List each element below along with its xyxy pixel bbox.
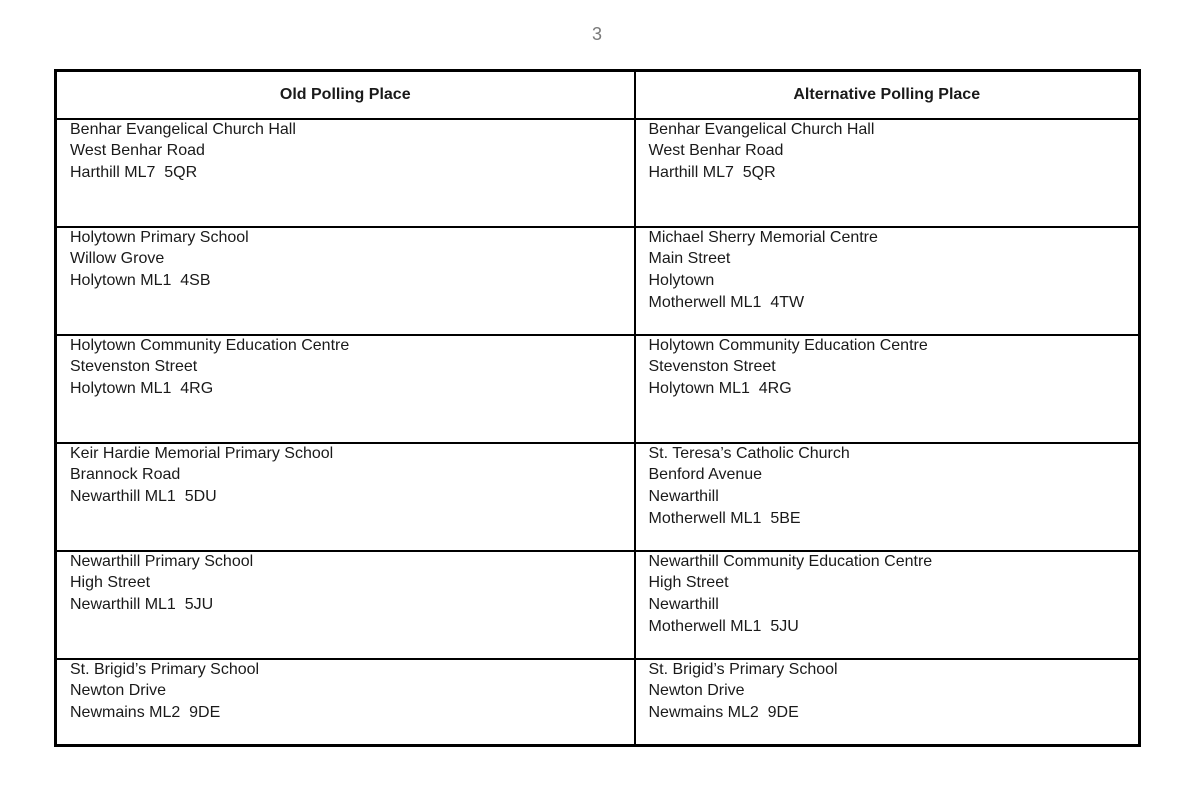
table-body [56, 119, 1140, 746]
header-alternative-polling-place: Alternative Polling Place [635, 71, 1140, 120]
address-line: Holytown ML1 4RG [70, 380, 214, 397]
address-line: Stevenston Street [648, 358, 776, 375]
address-line: Newarthill [648, 596, 719, 613]
address-line: West Benhar Road [70, 142, 205, 159]
address-line: Benhar Evangelical Church Hall [648, 121, 875, 138]
address-line: Michael Sherry Memorial Centre [648, 229, 878, 246]
address-line: Newarthill [648, 488, 719, 505]
address-line: Holytown [648, 272, 715, 289]
address-line: Newarthill ML1 5JU [70, 596, 214, 613]
header-old-polling-place: Old Polling Place [56, 71, 635, 120]
address-line: Willow Grove [70, 250, 165, 267]
address-line: Benhar Evangelical Church Hall [70, 121, 296, 138]
address-line: St. Brigid’s Primary School [70, 661, 260, 678]
table-row [56, 659, 1140, 746]
address-line: High Street [648, 574, 729, 591]
address-line: Newarthill ML1 5DU [70, 488, 217, 505]
address-line: Motherwell ML1 5BE [648, 510, 801, 527]
page-number: 3 [591, 24, 602, 44]
table-header-row [56, 71, 1140, 120]
address-line: West Benhar Road [648, 142, 784, 159]
address-line: Stevenston Street [70, 358, 198, 375]
alternative-polling-place-cell [635, 227, 1140, 335]
address-line: Newton Drive [648, 682, 745, 699]
table-row [56, 119, 1140, 227]
address-line: Harthill ML7 5QR [648, 164, 776, 181]
address-line: Motherwell ML1 5JU [648, 618, 799, 635]
old-polling-place-cell [56, 443, 635, 551]
address-line: Benford Avenue [648, 466, 763, 483]
alternative-polling-place-cell [635, 119, 1140, 227]
old-polling-place-cell [56, 119, 635, 227]
address-line: Brannock Road [70, 466, 181, 483]
polling-places-table [54, 69, 1141, 747]
address-line: Holytown ML1 4RG [648, 380, 792, 397]
old-polling-place-cell [56, 551, 635, 659]
address-line: Main Street [648, 250, 731, 267]
table-row [56, 227, 1140, 335]
table-row [56, 443, 1140, 551]
alternative-polling-place-cell [635, 335, 1140, 443]
address-line: Newarthill Primary School [70, 553, 254, 570]
old-polling-place-cell [56, 659, 635, 746]
alternative-polling-place-cell [635, 659, 1140, 746]
address-line: Holytown ML1 4SB [70, 272, 211, 289]
address-line: Newton Drive [70, 682, 167, 699]
old-polling-place-cell [56, 335, 635, 443]
address-line: St. Brigid’s Primary School [648, 661, 838, 678]
old-polling-place-cell [56, 227, 635, 335]
table-row [56, 335, 1140, 443]
address-line: Newarthill Community Education Centre [648, 553, 933, 570]
alternative-polling-place-cell [635, 551, 1140, 659]
address-line: Newmains ML2 9DE [70, 704, 221, 721]
address-line: Harthill ML7 5QR [70, 164, 198, 181]
address-line: Holytown Primary School [70, 229, 249, 246]
table-row [56, 551, 1140, 659]
address-line: St. Teresa’s Catholic Church [648, 445, 850, 462]
address-line: Newmains ML2 9DE [648, 704, 799, 721]
address-line: Holytown Community Education Centre [648, 337, 928, 354]
address-line: Keir Hardie Memorial Primary School [70, 445, 334, 462]
address-line: Motherwell ML1 4TW [648, 294, 805, 311]
address-line: Holytown Community Education Centre [70, 337, 350, 354]
address-line: High Street [70, 574, 151, 591]
alternative-polling-place-cell [635, 443, 1140, 551]
